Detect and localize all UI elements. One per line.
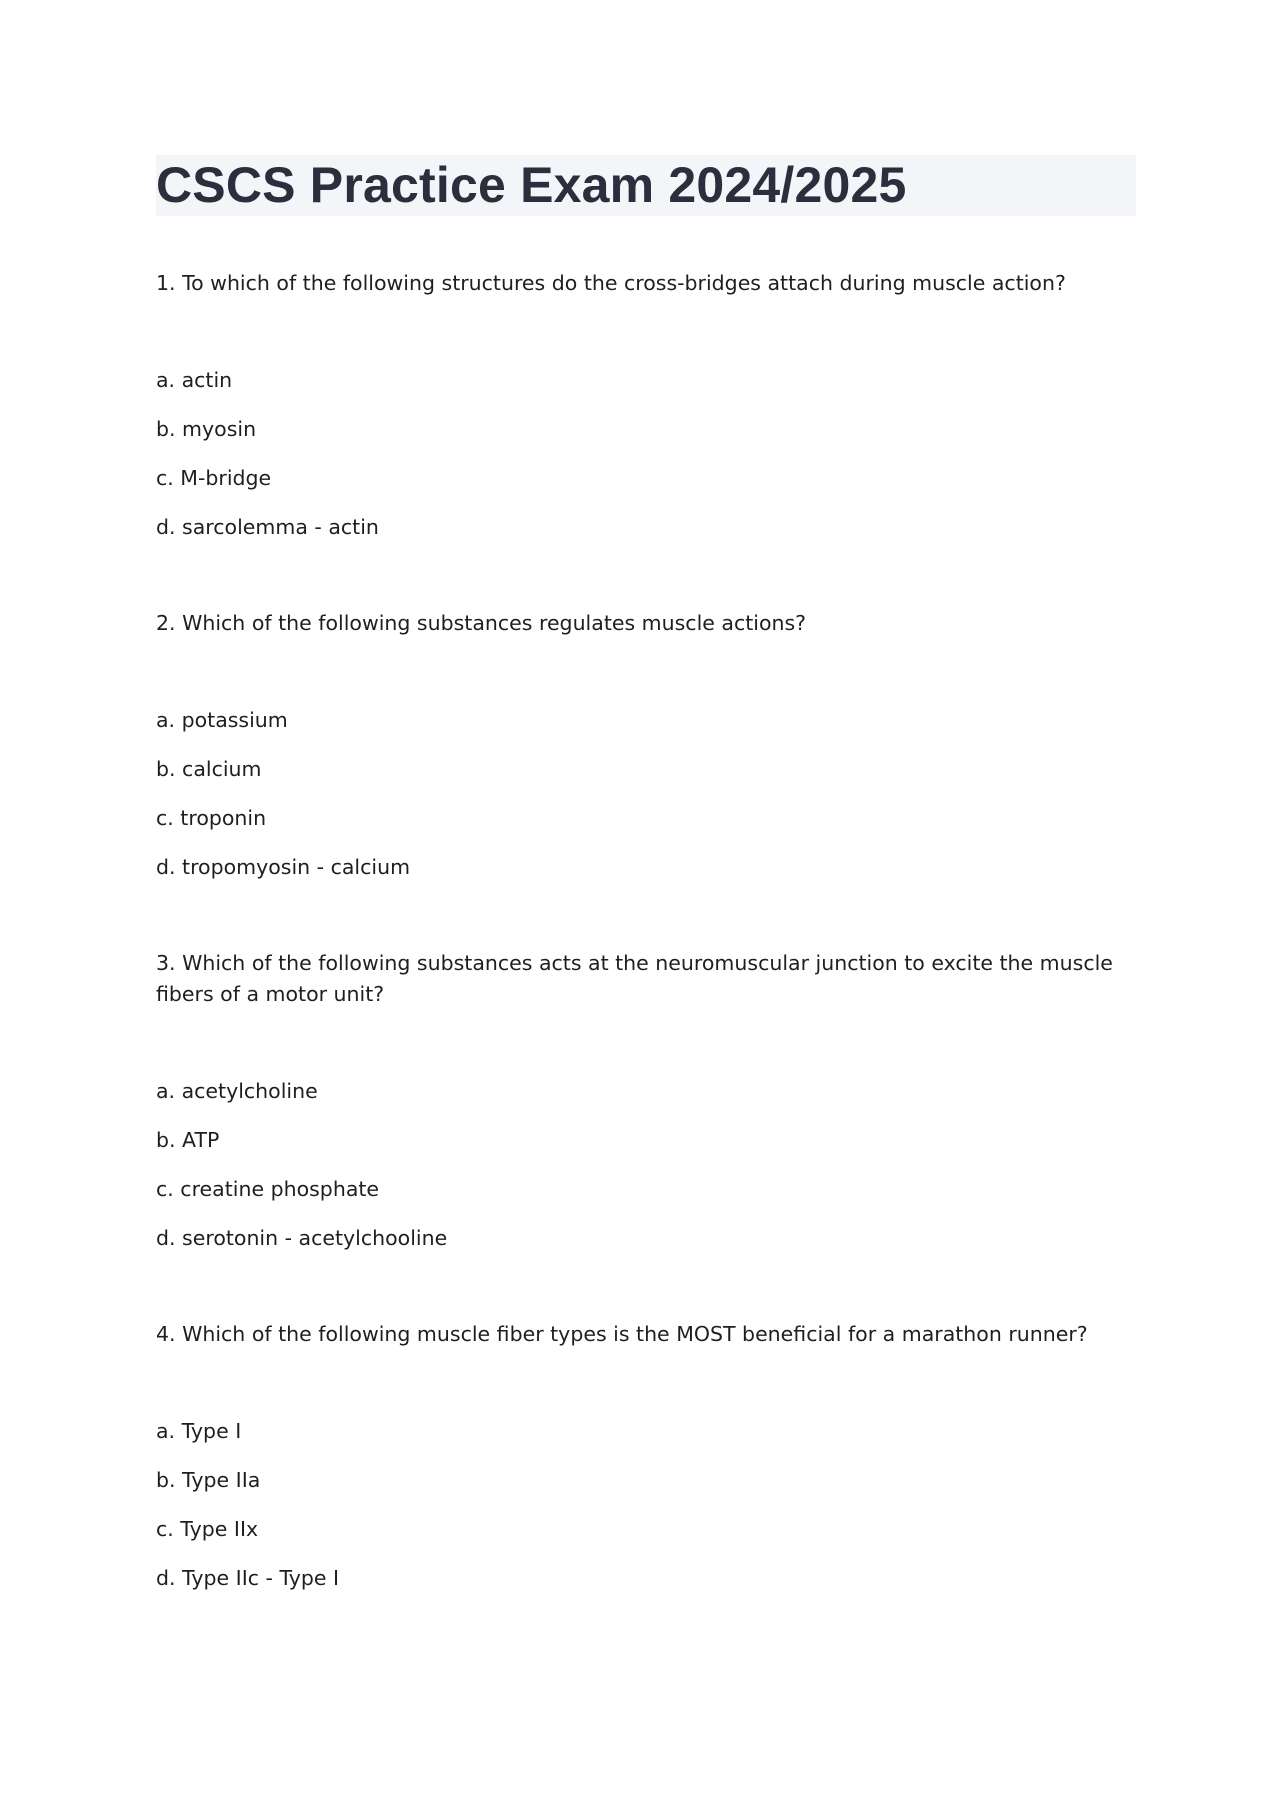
answer-option-a: a. actin bbox=[156, 368, 233, 392]
title-banner bbox=[156, 155, 1136, 216]
answer-option-a: a. Type I bbox=[156, 1419, 242, 1443]
question-1 bbox=[156, 268, 1136, 561]
question-3 bbox=[156, 948, 1136, 1272]
answer-option-c: c. troponin bbox=[156, 806, 267, 830]
answer-option-d: d. tropomyosin - calcium bbox=[156, 855, 411, 879]
answer-option-c: c. M-bridge bbox=[156, 466, 272, 490]
question-text: 2. Which of the following substances regulates muscle actions? bbox=[156, 611, 807, 635]
document-page bbox=[156, 155, 1136, 1612]
answer-option-b: b. Type IIa bbox=[156, 1468, 261, 1492]
answer-option-b: b. ATP bbox=[156, 1128, 220, 1152]
question-text: 3. Which of the following substances acts at the neuromuscular junction to excite the muscle fibers of a motor unit? bbox=[156, 951, 1113, 1006]
answer-option-a: a. potassium bbox=[156, 708, 288, 732]
question-text: 1. To which of the following structures do the cross-bridges attach during muscle action? bbox=[156, 271, 1066, 295]
answer-option-d: d. sarcolemma - actin bbox=[156, 515, 379, 539]
answer-option-b: b. myosin bbox=[156, 417, 257, 441]
answer-options bbox=[156, 1076, 1136, 1272]
answer-option-d: d. serotonin - acetylchooline bbox=[156, 1226, 448, 1250]
question-2 bbox=[156, 608, 1136, 901]
answer-options bbox=[156, 1416, 1136, 1612]
page-title: CSCS Practice Exam 2024/2025 bbox=[156, 157, 907, 213]
answer-option-d: d. Type IIc - Type I bbox=[156, 1566, 340, 1590]
answer-option-c: c. creatine phosphate bbox=[156, 1177, 380, 1201]
question-text: 4. Which of the following muscle fiber types is the MOST beneficial for a marathon runner? bbox=[156, 1322, 1088, 1346]
answer-option-b: b. calcium bbox=[156, 757, 262, 781]
answer-options bbox=[156, 705, 1136, 901]
answer-option-a: a. acetylcholine bbox=[156, 1079, 318, 1103]
answer-options bbox=[156, 365, 1136, 561]
answer-option-c: c. Type IIx bbox=[156, 1517, 259, 1541]
question-4 bbox=[156, 1319, 1136, 1612]
